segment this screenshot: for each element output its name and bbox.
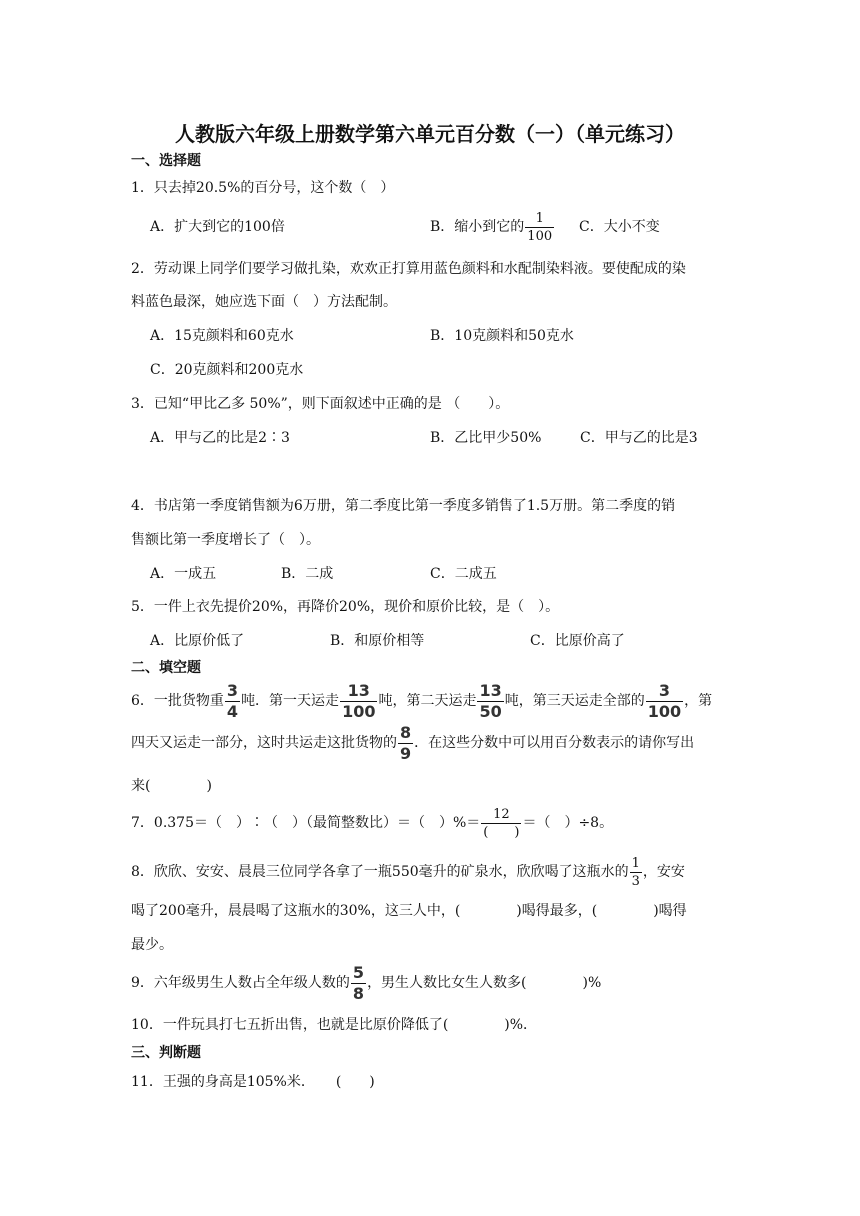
question-9 (131, 962, 601, 1004)
question-6-text: 吨，第二天运走 (378, 693, 477, 709)
fraction-numerator: 3 (658, 680, 670, 700)
question-5-stem: 5．一件上衣先提价20%，再降价20%，现价和原价比较，是（ ）。 (131, 599, 560, 615)
question-6-text: ，第 (684, 693, 713, 709)
question-8-line-1 (131, 852, 685, 892)
fraction-eight-ninths (398, 722, 413, 763)
question-1-option-c: C．大小不变 (579, 219, 660, 235)
fraction-denominator: 50 (479, 701, 502, 721)
question-8-line-2: 喝了200毫升，晨晨喝了这瓶水的30%，这三人中，( )喝得最多，( )喝得 (131, 903, 687, 919)
page-title: 人教版六年级上册数学第六单元百分数（一）（单元练习） (175, 122, 685, 146)
fraction-denominator: 8 (352, 983, 365, 1003)
question-3-option-b: B．乙比甲少50% (430, 430, 542, 446)
section-heading-choice: 一、选择题 (131, 153, 201, 169)
fraction-denominator: 100 (342, 701, 376, 721)
question-2-line-1: 2．劳动课上同学们要学习做扎染，欢欢正打算用蓝色颜料和水配制染料液。要使配成的染 (131, 261, 686, 277)
question-7-text: ＝（ ）÷8。 (522, 815, 614, 831)
fraction-denominator: 4 (226, 701, 239, 721)
question-5-option-a: A．比原价低了 (150, 633, 245, 649)
question-2-option-b: B．10克颜料和50克水 (430, 328, 574, 344)
fraction-numerator: 1 (631, 855, 640, 871)
fraction-denominator: 9 (400, 743, 412, 763)
question-7 (131, 800, 613, 846)
fraction-3-100 (646, 680, 683, 721)
fraction-numerator: 12 (493, 806, 510, 822)
question-4-option-a: A．一成五 (150, 566, 217, 582)
question-6-text: 6．一批货物重 (131, 693, 224, 709)
fraction-denominator: ( ) (483, 824, 520, 840)
question-3-option-a: A．甲与乙的比是2∶3 (150, 430, 290, 446)
section-heading-fill-in: 二、填空题 (131, 660, 201, 676)
question-2-option-a: A．15克颜料和60克水 (150, 328, 294, 344)
question-6-line-1 (131, 680, 712, 722)
fraction-denominator: 100 (527, 228, 553, 244)
fraction-three-quarters (225, 680, 240, 721)
question-10-stem: 10．一件玩具打七五折出售，也就是比原价降低了( )%． (131, 1017, 538, 1033)
question-8-line-3: 最少。 (131, 937, 173, 953)
fraction-numerator: 13 (347, 680, 370, 700)
question-11-stem: 11．王强的身高是105%米． ( ) (131, 1074, 375, 1090)
fraction-12-over-blank (481, 808, 521, 839)
section-heading-true-false: 三、判断题 (131, 1045, 201, 1061)
question-9-text: 9．六年级男生人数占全年级人数的 (131, 975, 350, 991)
question-3-stem: 3．已知“甲比乙多 50%”，则下面叙述中正确的是 （ ）。 (131, 396, 510, 412)
fraction-13-100 (340, 680, 377, 721)
question-8-text: ，安安 (642, 864, 685, 880)
question-6-text: 吨．第一天运走 (241, 693, 340, 709)
question-1-option-a: A．扩大到它的100倍 (150, 219, 285, 235)
question-1-option-b (430, 208, 555, 246)
fraction-numerator: 3 (226, 680, 239, 700)
fraction-numerator: 5 (352, 962, 365, 982)
question-1-stem: 1．只去掉20.5%的百分号，这个数（ ） (131, 180, 395, 196)
fraction-one-hundredth (525, 212, 554, 243)
fraction-numerator: 1 (535, 210, 544, 226)
fraction-numerator: 13 (479, 680, 502, 700)
question-2-line-2: 料蓝色最深，她应选下面（ ）方法配制。 (131, 294, 397, 310)
fraction-13-50 (477, 680, 503, 721)
question-9-text: ，男生人数比女生人数多( )% (367, 975, 602, 991)
question-4-line-2: 售额比第一季度增长了（ ）。 (131, 532, 320, 548)
question-6-text: ．在这些分数中可以用百分数表示的请你写出 (414, 735, 695, 751)
question-7-text: 7．0.375＝（ ）∶（ ）（最简整数比）＝（ ）%＝ (131, 815, 481, 831)
question-5-option-b: B．和原价相等 (330, 633, 425, 649)
question-5-option-c: C．比原价高了 (530, 633, 625, 649)
question-6-line-2 (131, 722, 694, 764)
question-6-text: 吨，第三天运走全部的 (504, 693, 645, 709)
fraction-numerator: 8 (400, 722, 412, 742)
question-1-option-b-text: B．缩小到它的 (430, 219, 525, 235)
fraction-five-eighths (351, 962, 366, 1003)
fraction-denominator: 3 (631, 873, 640, 889)
question-4-option-c: C．二成五 (430, 566, 497, 582)
fraction-denominator: 100 (647, 701, 682, 721)
fraction-one-third (630, 857, 642, 888)
question-6-text: 四天又运走一部分，这时共运走这批货物的 (131, 735, 397, 751)
question-2-option-c: C．20克颜料和200克水 (150, 362, 304, 378)
question-6-line-3: 来( ) (131, 778, 212, 794)
question-4-line-1: 4．书店第一季度销售额为6万册，第二季度比第一季度多销售了1.5万册。第二季度的销 (131, 498, 676, 514)
question-8-text: 8．欣欣、安安、晨晨三位同学各拿了一瓶550毫升的矿泉水，欣欣喝了这瓶水的 (131, 864, 629, 880)
question-3-option-c: C．甲与乙的比是3 (580, 430, 698, 446)
question-4-option-b: B．二成 (281, 566, 334, 582)
